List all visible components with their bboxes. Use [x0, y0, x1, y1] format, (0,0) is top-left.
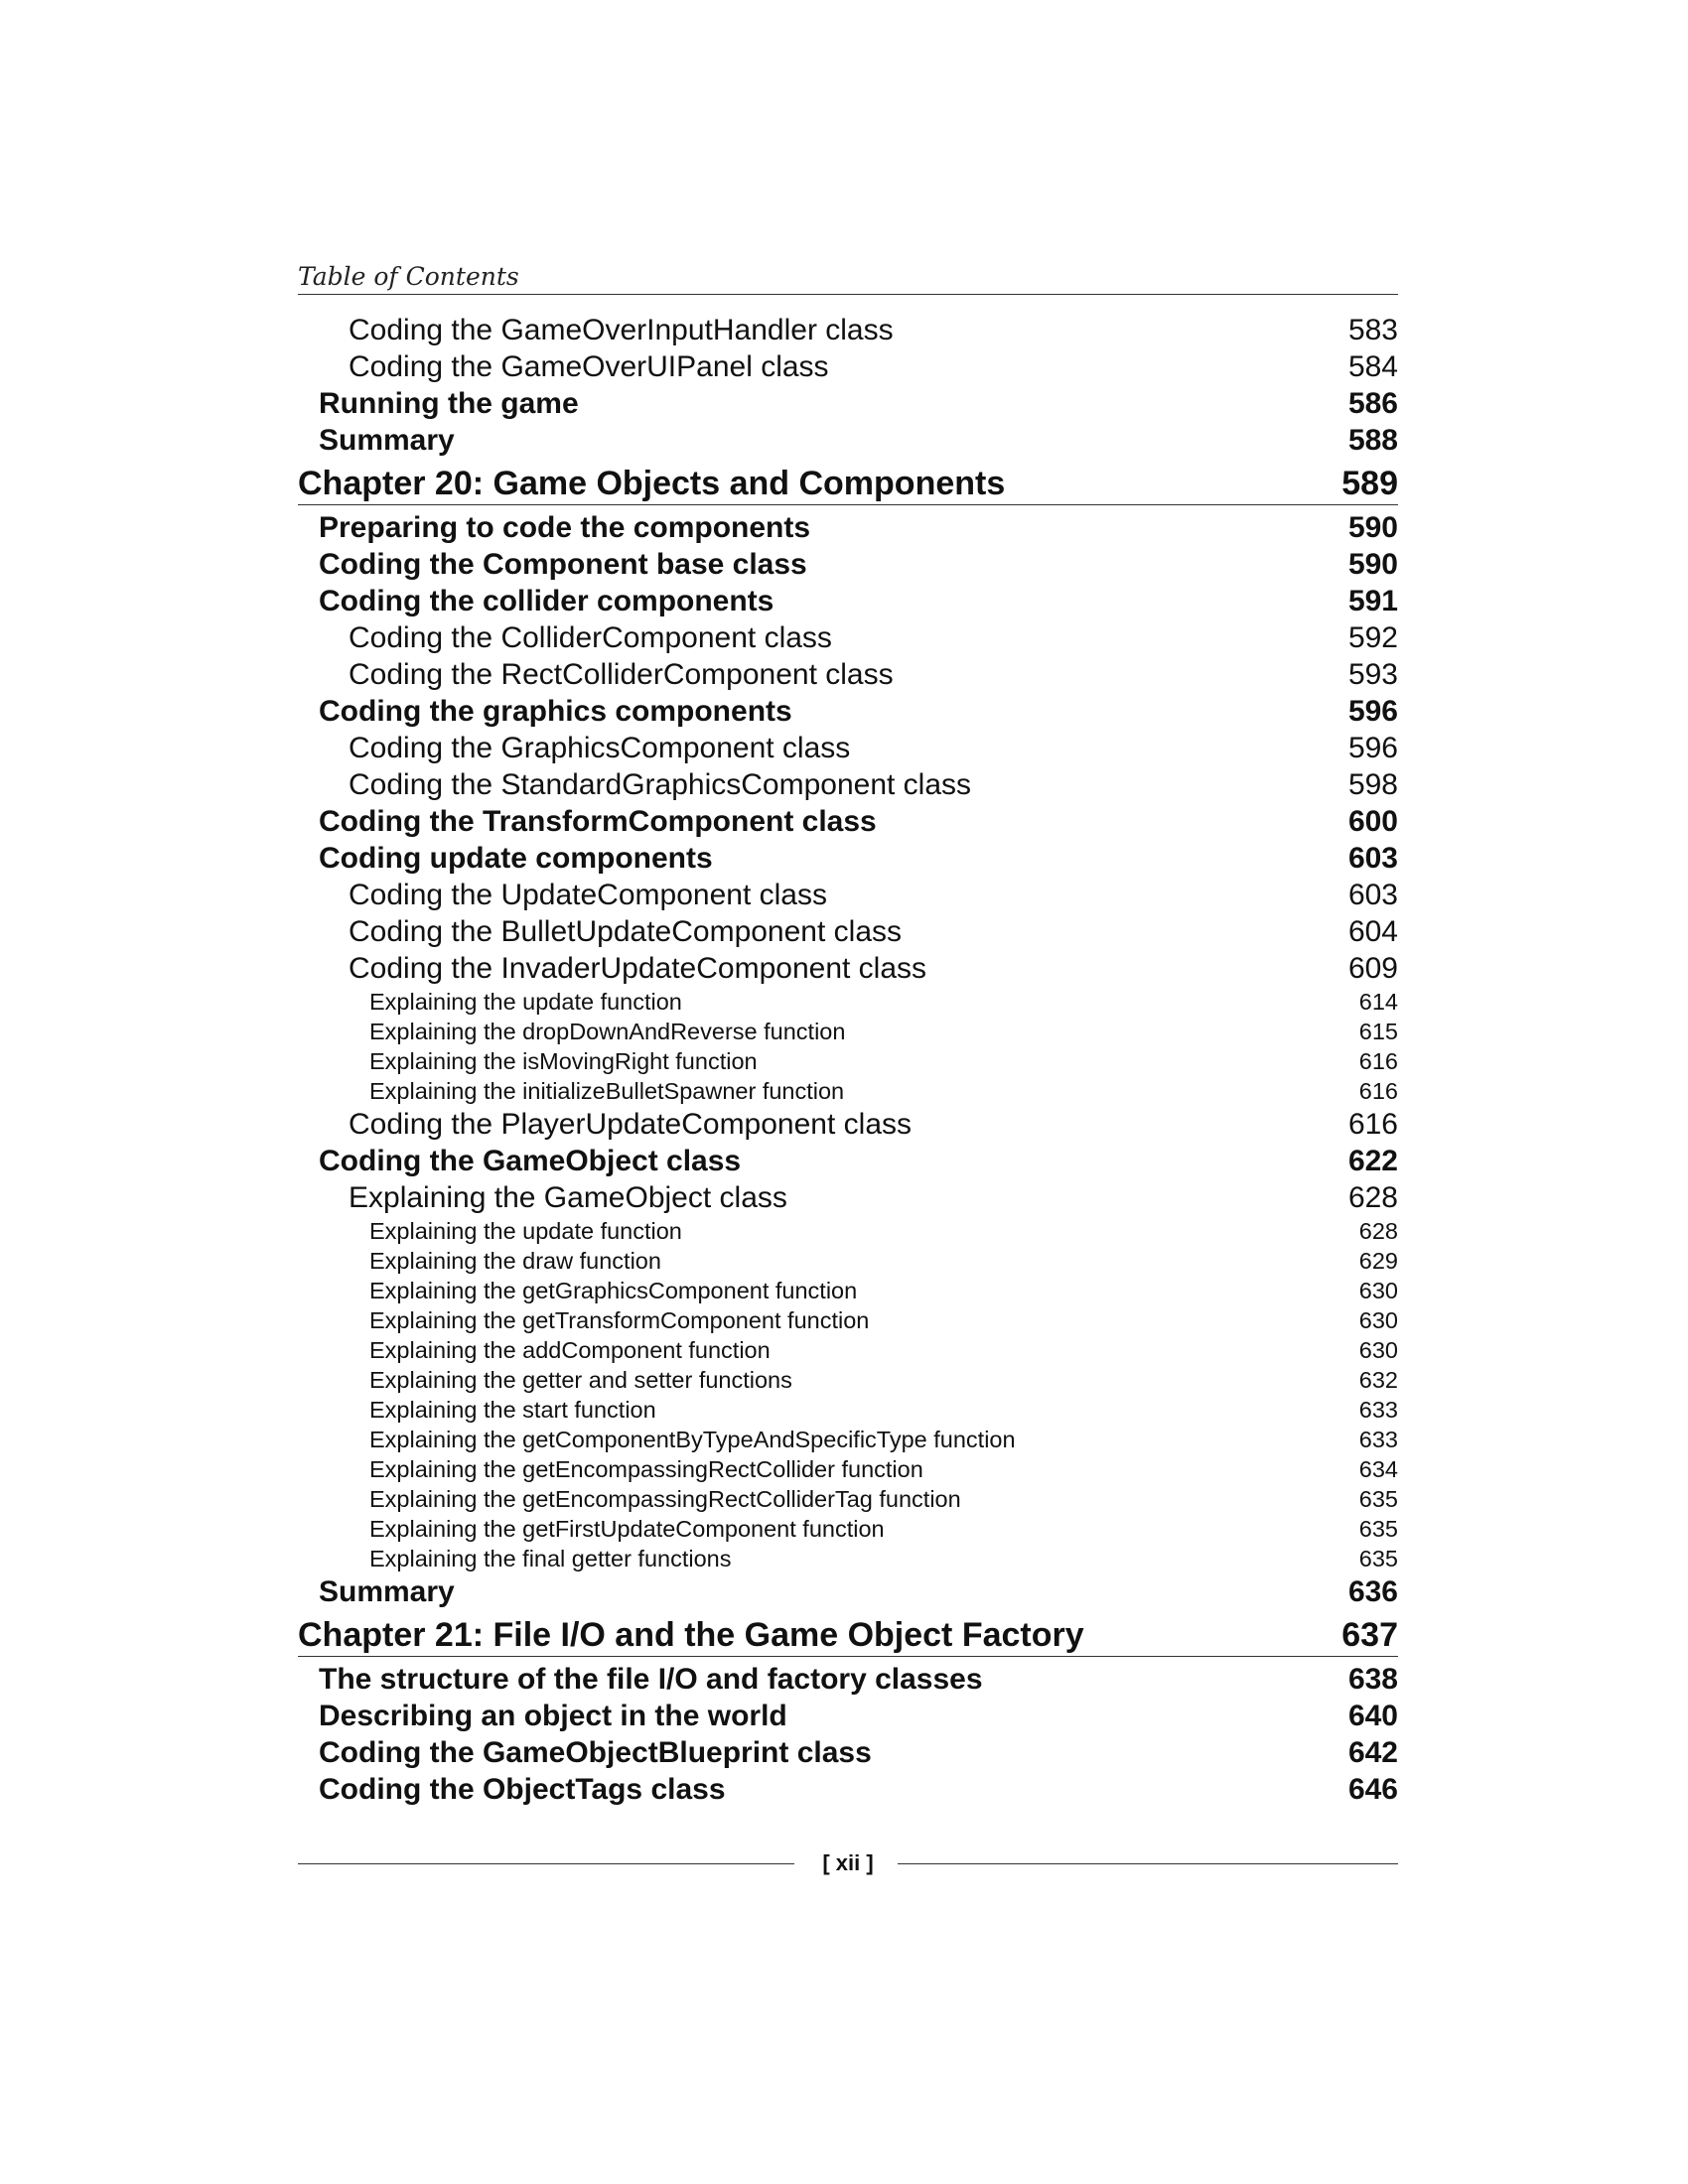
toc-entry-title: Explaining the getEncompassingRectCollider function [369, 1456, 923, 1482]
header-rule [298, 294, 1398, 295]
toc-entry-page-number: 632 [1358, 1367, 1398, 1393]
toc-entry-page-number: 630 [1358, 1337, 1398, 1363]
toc-page [298, 0, 1398, 2184]
toc-entry-page-number: 598 [1347, 768, 1398, 801]
toc-entry-title: The structure of the file I/O and factory classes [319, 1663, 983, 1696]
toc-entry-title: Coding the GraphicsComponent class [349, 732, 851, 764]
toc-entry-title: Explaining the draw function [369, 1248, 661, 1274]
toc-entry-page-number: 646 [1347, 1773, 1398, 1806]
toc-entry-title: Explaining the initializeBulletSpawner function [369, 1078, 845, 1104]
toc-entry-title: Explaining the getTransformComponent function [369, 1307, 870, 1333]
toc-entry-sub[interactable] [298, 619, 1398, 656]
toc-entry-title: Coding the GameObject class [319, 1145, 742, 1177]
page-number: [ xii ] [822, 1850, 874, 1875]
toc-entry-subsub[interactable] [298, 1514, 1398, 1544]
toc-entry-subsub[interactable] [298, 987, 1398, 1017]
toc-entry-subsub[interactable] [298, 1305, 1398, 1335]
toc-entry-title: Explaining the getComponentByTypeAndSpecificType function [369, 1427, 1016, 1452]
running-head: Table of Contents [298, 262, 519, 291]
toc-entry-sub[interactable] [298, 950, 1398, 987]
toc-entry-title: Coding the Component base class [319, 548, 807, 581]
toc-entry-title: Coding the RectColliderComponent class [349, 658, 894, 691]
toc-entry-title: Explaining the addComponent function [369, 1337, 771, 1363]
toc-entry-title: Coding the GameObjectBlueprint class [319, 1736, 872, 1769]
toc-entry-page-number: 628 [1358, 1218, 1398, 1244]
toc-entry-sub[interactable] [298, 1106, 1398, 1143]
toc-entry-title: Explaining the getFirstUpdateComponent function [369, 1516, 885, 1542]
toc-entry-title: Preparing to code the components [319, 511, 811, 544]
toc-entry-page-number: 586 [1347, 387, 1398, 420]
toc-entry-section[interactable] [298, 1734, 1398, 1771]
toc-entry-title: Explaining the final getter functions [369, 1546, 732, 1571]
toc-entry-page-number: 630 [1358, 1278, 1398, 1303]
toc-entry-section[interactable] [298, 1771, 1398, 1808]
toc-entry-page-number: 634 [1358, 1456, 1398, 1482]
toc-entry-page-number: 615 [1358, 1019, 1398, 1044]
toc-entry-page-number: 614 [1358, 989, 1398, 1015]
toc-entry-page-number: 584 [1347, 350, 1398, 383]
toc-entry-page-number: 604 [1347, 915, 1398, 948]
toc-entry-page-number: 616 [1347, 1108, 1398, 1141]
toc-entry-subsub[interactable] [298, 1425, 1398, 1454]
toc-entry-page-number: 628 [1347, 1181, 1398, 1214]
toc-entry-section[interactable] [298, 422, 1398, 459]
toc-entry-title: Coding the TransformComponent class [319, 805, 877, 838]
toc-entry-title: Coding update components [319, 842, 713, 875]
toc-entry-title: Coding the StandardGraphicsComponent class [349, 768, 972, 801]
toc-entry-title: Explaining the getGraphicsComponent function [369, 1278, 858, 1303]
toc-entry-title: Explaining the getter and setter functions [369, 1367, 792, 1393]
toc-entry-subsub[interactable] [298, 1046, 1398, 1076]
toc-entry-title: Summary [319, 1575, 455, 1608]
toc-entry-page-number: 616 [1358, 1078, 1398, 1104]
toc-entry-chapter[interactable] [298, 1614, 1398, 1657]
toc-entry-page-number: 616 [1358, 1048, 1398, 1074]
toc-entry-title: Explaining the isMovingRight function [369, 1048, 758, 1074]
toc-entry-page-number: 622 [1347, 1145, 1398, 1177]
toc-entry-subsub[interactable] [298, 1246, 1398, 1276]
toc-entry-title: Explaining the dropDownAndReverse function [369, 1019, 846, 1044]
toc-entry-title: Coding the UpdateComponent class [349, 879, 827, 911]
toc-entry-page-number: 629 [1358, 1248, 1398, 1274]
toc-entry-subsub[interactable] [298, 1216, 1398, 1246]
toc-entry-title: Coding the PlayerUpdateComponent class [349, 1108, 912, 1141]
toc-entry-page-number: 590 [1347, 511, 1398, 544]
toc-entry-page-number: 600 [1347, 805, 1398, 838]
toc-entry-subsub[interactable] [298, 1454, 1398, 1484]
toc-entry-section[interactable] [298, 1698, 1398, 1734]
toc-entry-title: Explaining the update function [369, 1218, 682, 1244]
toc-entry-page-number: 630 [1358, 1307, 1398, 1333]
toc-entry-page-number: 635 [1358, 1486, 1398, 1512]
toc-entry-page-number: 635 [1358, 1516, 1398, 1542]
toc-entry-chapter[interactable] [298, 463, 1398, 505]
toc-entry-title: Running the game [319, 387, 579, 420]
toc-entry-page-number: 591 [1347, 585, 1398, 617]
toc-entry-sub[interactable] [298, 312, 1398, 348]
toc-entry-title: Coding the BulletUpdateComponent class [349, 915, 903, 948]
toc-entry-page-number: 637 [1341, 1616, 1398, 1654]
toc-entry-subsub[interactable] [298, 1365, 1398, 1395]
toc-entry-sub[interactable] [298, 766, 1398, 803]
toc-entry-title: Coding the GameOverUIPanel class [349, 350, 829, 383]
footer-rule-right [898, 1863, 1398, 1864]
toc-entry-sub[interactable] [298, 348, 1398, 385]
toc-entry-subsub[interactable] [298, 1484, 1398, 1514]
toc-entry-page-number: 593 [1347, 658, 1398, 691]
toc-entry-title: Coding the ObjectTags class [319, 1773, 726, 1806]
toc-entry-subsub[interactable] [298, 1017, 1398, 1046]
toc-entry-page-number: 588 [1347, 424, 1398, 457]
toc-list [298, 312, 1398, 1808]
toc-entry-page-number: 633 [1358, 1427, 1398, 1452]
toc-entry-title: Chapter 21: File I/O and the Game Object Factory [298, 1616, 1084, 1654]
toc-entry-section[interactable] [298, 546, 1398, 583]
toc-entry-title: Explaining the GameObject class [349, 1181, 787, 1214]
toc-entry-title: Chapter 20: Game Objects and Components [298, 465, 1006, 502]
toc-entry-title: Coding the collider components [319, 585, 774, 617]
toc-entry-section[interactable] [298, 1143, 1398, 1179]
toc-entry-page-number: 642 [1347, 1736, 1398, 1769]
toc-entry-page-number: 583 [1347, 314, 1398, 346]
toc-entry-section[interactable] [298, 1573, 1398, 1610]
toc-entry-section[interactable] [298, 693, 1398, 730]
toc-entry-page-number: 589 [1341, 465, 1398, 502]
toc-entry-section[interactable] [298, 840, 1398, 877]
toc-entry-page-number: 603 [1347, 842, 1398, 875]
toc-entry-title: Summary [319, 424, 455, 457]
toc-entry-sub[interactable] [298, 1179, 1398, 1216]
toc-entry-page-number: 638 [1347, 1663, 1398, 1696]
toc-entry-title: Coding the GameOverInputHandler class [349, 314, 894, 346]
toc-entry-sub[interactable] [298, 656, 1398, 693]
toc-entry-page-number: 635 [1358, 1546, 1398, 1571]
toc-entry-page-number: 636 [1347, 1575, 1398, 1608]
toc-entry-page-number: 596 [1347, 732, 1398, 764]
toc-entry-page-number: 592 [1347, 621, 1398, 654]
toc-entry-subsub[interactable] [298, 1276, 1398, 1305]
page-footer [298, 1848, 1398, 1878]
toc-entry-subsub[interactable] [298, 1335, 1398, 1365]
toc-entry-title: Explaining the getEncompassingRectColliderTag function [369, 1486, 961, 1512]
toc-entry-title: Coding the ColliderComponent class [349, 621, 832, 654]
toc-entry-section[interactable] [298, 1661, 1398, 1698]
toc-entry-title: Explaining the start function [369, 1397, 656, 1423]
toc-entry-sub[interactable] [298, 730, 1398, 766]
toc-entry-page-number: 633 [1358, 1397, 1398, 1423]
toc-entry-sub[interactable] [298, 877, 1398, 913]
toc-entry-subsub[interactable] [298, 1395, 1398, 1425]
toc-entry-sub[interactable] [298, 913, 1398, 950]
toc-entry-section[interactable] [298, 385, 1398, 422]
toc-entry-subsub[interactable] [298, 1076, 1398, 1106]
toc-entry-page-number: 603 [1347, 879, 1398, 911]
toc-entry-title: Describing an object in the world [319, 1700, 787, 1732]
toc-entry-title: Coding the InvaderUpdateComponent class [349, 952, 927, 985]
toc-entry-page-number: 590 [1347, 548, 1398, 581]
toc-entry-page-number: 596 [1347, 695, 1398, 728]
toc-entry-title: Coding the graphics components [319, 695, 792, 728]
toc-entry-section[interactable] [298, 509, 1398, 546]
toc-entry-subsub[interactable] [298, 1544, 1398, 1573]
toc-entry-title: Explaining the update function [369, 989, 682, 1015]
toc-entry-section[interactable] [298, 583, 1398, 619]
toc-entry-page-number: 640 [1347, 1700, 1398, 1732]
toc-entry-page-number: 609 [1347, 952, 1398, 985]
toc-entry-section[interactable] [298, 803, 1398, 840]
